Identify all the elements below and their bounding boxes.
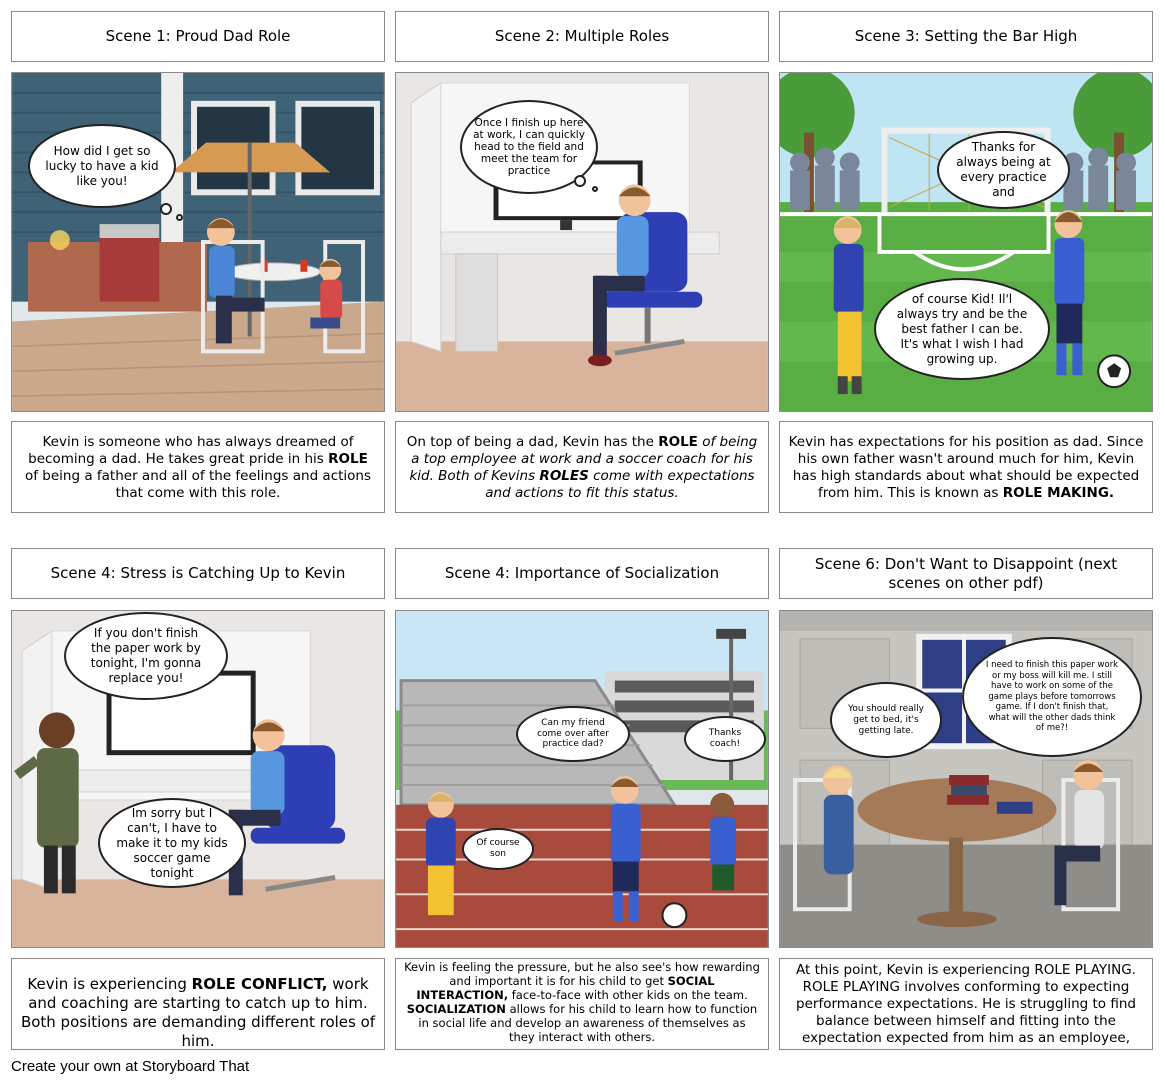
- scene-3-description: Kevin has expectations for his position as dad. Since his own father wasn't around much for him, Kevin has high standards about what should be expected from him. This is known as ROLE MAKING.: [779, 421, 1153, 513]
- scene-5-title: Scene 4: Importance of Socialization: [395, 548, 769, 599]
- thought-dot: [574, 175, 586, 187]
- thought-dot: [176, 214, 183, 221]
- scene-1-description: Kevin is someone who has always dreamed of becoming a dad. He takes great pride in his ROLE of being a father and all of the feelings and actions that come with this role.: [11, 421, 385, 513]
- scene-5-speech-bubble-dad: Of course son: [462, 828, 534, 870]
- scene-1-illustration: [11, 72, 385, 412]
- scene-4-speech-bubble-kevin: Im sorry but I can't, I have to make it to my kids soccer game tonight: [98, 798, 246, 888]
- thought-dot: [160, 203, 172, 215]
- scene-3-title: Scene 3: Setting the Bar High: [779, 11, 1153, 62]
- scene-6-speech-bubble-wife: You should really get to bed, it's getting late.: [830, 682, 942, 758]
- scene-5-speech-bubble-kid: Can my friend come over after practice dad?: [516, 706, 630, 762]
- thought-dot: [592, 186, 598, 192]
- scene-6-description: At this point, Kevin is experiencing ROLE PLAYING. ROLE PLAYING involves conforming to expecting performance expectations. He is struggling to find balance between himself and fitting into the expectation expected from him as an employee,: [779, 958, 1153, 1050]
- scene-4-description: Kevin is experiencing ROLE CONFLICT, work and coaching are starting to catch up to him. Both positions are demanding different roles of him.: [11, 958, 385, 1050]
- scene-6-title: Scene 6: Don't Want to Disappoint (next scenes on other pdf): [779, 548, 1153, 599]
- scene-3-speech-bubble-kid: Thanks for always being at every practice and: [937, 131, 1070, 209]
- scene-2-title: Scene 2: Multiple Roles: [395, 11, 769, 62]
- scene-2-description: On top of being a dad, Kevin has the ROLE of being a top employee at work and a soccer coach for his kid. Both of Kevins ROLES come with expectations and actions to fit this status.: [395, 421, 769, 513]
- scene-1-thought-bubble: How did I get so lucky to have a kid like you!: [28, 124, 176, 208]
- scene-4-title: Scene 4: Stress is Catching Up to Kevin: [11, 548, 385, 599]
- scene-3-speech-bubble-dad: of course Kid! Il'l always try and be the best father I can be. It's what I wish I had growing up.: [874, 278, 1050, 380]
- scene-6-speech-bubble-kevin: I need to finish this paper work or my boss will kill me. I still have to work on some of the game plays before tomorrows game. If I don't finish that, what will the other dads think of me?!: [962, 637, 1142, 757]
- footer-credit-link[interactable]: Create your own at Storyboard That: [11, 1058, 250, 1075]
- scene-5-illustration: [395, 610, 769, 948]
- scene-4-speech-bubble-boss: If you don't finish the paper work by tonight, I'm gonna replace you!: [64, 612, 228, 700]
- scene-5-speech-bubble-teammate: Thanks coach!: [684, 716, 766, 762]
- scene-2-thought-bubble: Once I finish up here at work, I can quickly head to the field and meet the team for practice: [460, 100, 598, 194]
- scene-5-description: Kevin is feeling the pressure, but he also see's how rewarding and important it is for his child to get SOCIAL INTERACTION, face-to-face with other kids on the team. SOCIALIZATION allows for his child to learn how to function in social life and develop an awareness of themselves as they interact with others.: [395, 958, 769, 1050]
- scene-1-title: Scene 1: Proud Dad Role: [11, 11, 385, 62]
